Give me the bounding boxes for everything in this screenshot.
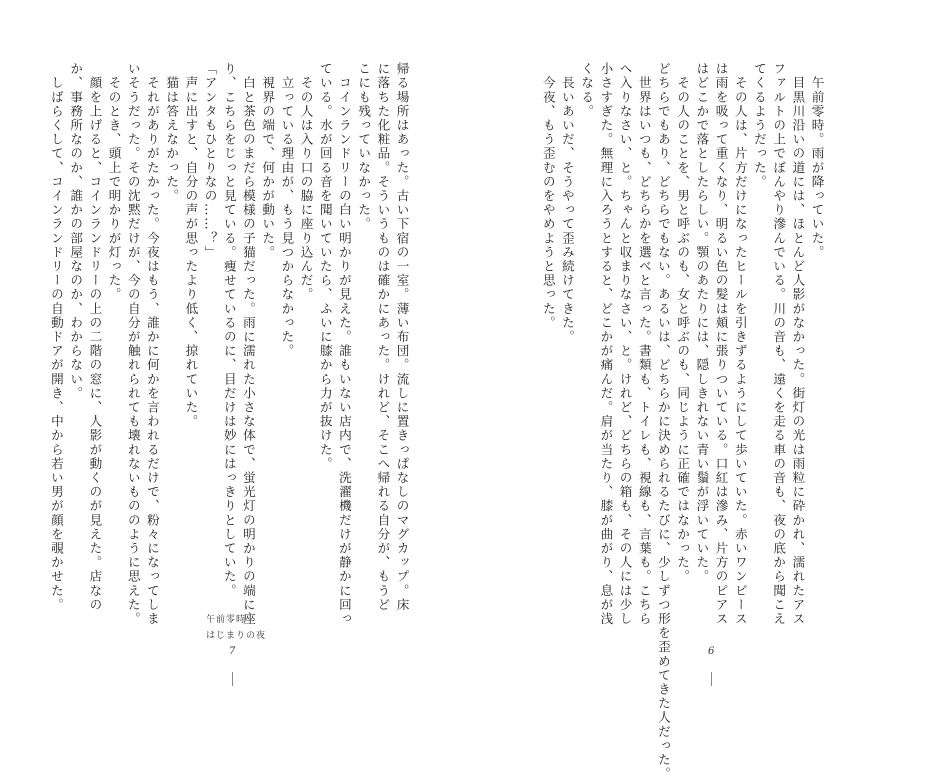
text-line: は雨を吸って重くなり、明るい色の髪は頬に張りついている。口紅は滲み、片方のピアス (713, 62, 729, 626)
text-line: 猫は答えなかった。 (164, 62, 180, 203)
text-line: どちらでもあり、どちらでもない。あるいは、どちらかに決められるたびに、少しずつ形を歪めてきた人だった。 (655, 62, 671, 781)
page-number: 6 (708, 646, 715, 657)
text-line: り、こちらをじっと見ている。痩せているのに、目だけは妙にはっきりとしていた。 (221, 62, 237, 598)
text-line: それがありがたかった。今夜はもう、誰かに何かを言われるだけで、粉々になってしま (144, 62, 160, 626)
page-tick (711, 672, 712, 686)
text-line: 今夜、もう歪むのをやめようと思った。 (540, 62, 556, 330)
text-line: 「アンタもひとりなの……？」 (202, 62, 218, 260)
text-line: 帰る場所はあった。古い下宿の一室。薄い布団。流しに置きっぱなしのマグカップ。床 (394, 62, 410, 612)
page-tick (232, 672, 233, 686)
text-line: その人は入り口の脇に座り込んだ。 (298, 62, 314, 302)
text-line: いそうだった。その沈黙だけが、今の自分が触れられても壊れないもののように思えた。 (125, 62, 141, 626)
text-line: その人は、片方だけになったヒールを引きずるようにして歩いていた。赤いワンピース (732, 62, 748, 626)
text-line: 視界の端で、何かが動いた。 (260, 62, 276, 260)
text-line: ている。水が回る音を聞いていたら、ふいに膝から力が抜けた。 (317, 62, 333, 471)
text-line: 世界はいつも、どちらかを選べと言った。書類も、トイレも、視線も、言葉も。こちら (636, 62, 652, 626)
text-line: コインランドリーの白い明かりが見えた。誰もいない店内で、洗濯機だけが静かに回っ (336, 62, 352, 626)
text-line: へ入りなさい、と。ちゃんと収まりなさい、と。けれど、どちらの箱も、その人には少し (617, 62, 633, 626)
text-line: てくるようだった。 (751, 62, 767, 189)
right-page (470, 0, 940, 781)
text-line: その人のことを、男と呼ぶのも、女と呼ぶのも、同じように正確ではなかった。 (675, 62, 691, 584)
text-line: 午前零時。雨が降っていた。 (809, 62, 825, 260)
text-line: に落ちた化粧品。そういうものは確かにあった。けれど、そこへ帰れる自分が、もうど (375, 62, 391, 612)
text-line: 長いあいだ、そうやって歪み続けてきた。 (559, 62, 575, 344)
text-line: そのとき、頭上で明かりが灯った。 (106, 62, 122, 302)
text-line: はどこかで落としたらしい。顎のあたりには、隠しきれない青い鬚が浮いていた。 (694, 62, 710, 584)
page-number: 7 (229, 646, 236, 657)
text-line: 目黒川沿いの道には、ほとんど人影がなかった。街灯の光は雨粒に砕かれ、濡れたアス (790, 62, 806, 626)
left-page (0, 0, 470, 690)
text-line: か、事務所なのか、誰かの部屋なのか、わからない。 (68, 62, 84, 401)
text-line: ファルトの上でぼんやり滲んでいる。川の音も、遠くを走る車の音も、夜の底から聞こえ (771, 62, 787, 626)
text-line: しばらくして、コインランドリーの自動ドアが開き、中から若い男が顔を覗かせた。 (48, 62, 64, 612)
text-line: くなる。 (579, 62, 595, 119)
text-line: 声に出すと、自分の声が思ったより低く、掠れていた。 (183, 62, 199, 429)
text-line: 小さすぎた。無理に入ろうとすると、どこかが痛んだ。肩が当たり、膝が曲がり、息が浅 (598, 62, 614, 626)
text-line: 白と茶色のまだら模様の子猫だった。雨に濡れた小さな体で、蛍光灯の明かりの端に座 (240, 62, 256, 626)
text-line: 顔を上げると、コインランドリーの上の二階の窓に、人影が動くのが見えた。店なの (87, 62, 103, 612)
running-title-line1: 午前零時 (206, 615, 247, 625)
text-line: 立っている理由が、もう見つからなかった。 (279, 62, 295, 359)
text-line: こにも残っていなかった。 (356, 62, 372, 232)
running-title-line2: はじまりの夜 (206, 631, 267, 641)
